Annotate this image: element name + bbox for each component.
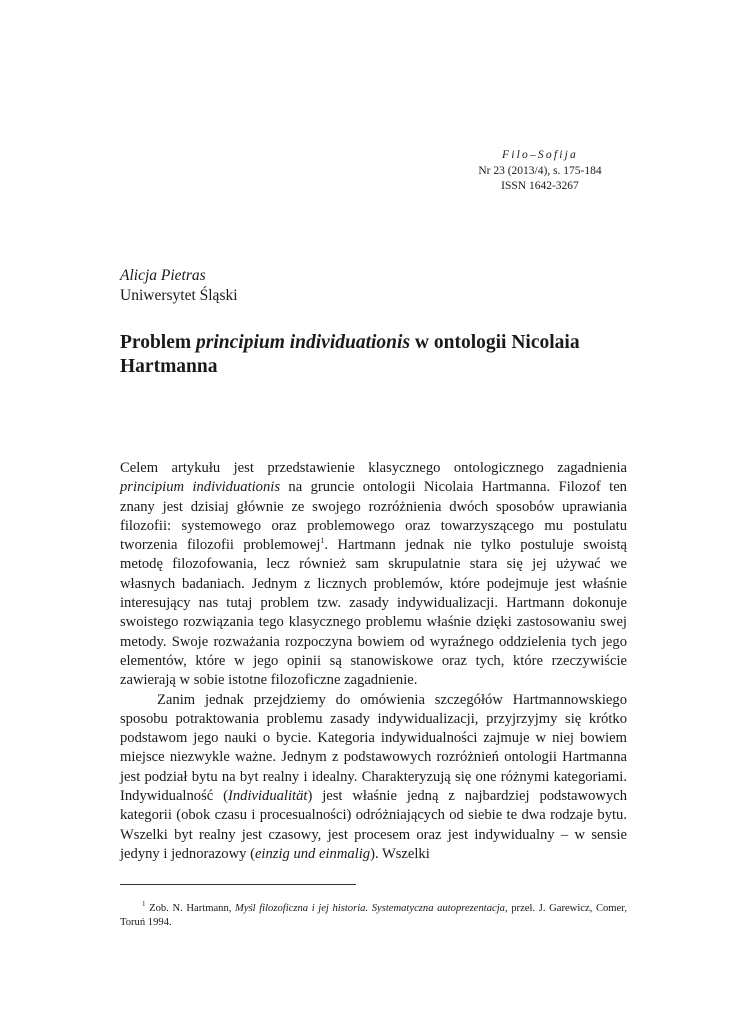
p1-text-a: Celem artykułu jest przedstawienie klasycznego ontologicznego zagadnienia — [120, 460, 627, 476]
title-suffix: w ontologii Nicolaia Hartmanna — [120, 332, 580, 377]
footnote-italic: Myśl filozoficzna i jej historia. Systematyczna autoprezentacja — [235, 903, 505, 914]
p2-italic-1: Individualität — [227, 788, 308, 805]
p2-text-a: Zanim jednak przejdziemy do omówienia szczegółów Hartmannowskiego sposobu potraktowania problemu zasady indywidualizacji, przyjrzyjmy się krótko podstawom jego nauki o bycie. Kategoria indywidualności zajmuje w niej bowiem miejsce niezwykle ważne. Jednym z podstawowych rozróżnień ontologii Hartmanna jest podział bytu na byt realny i idealny. Charakteryzują się one różnymi kategoriami. Indywidualność ( — [120, 691, 627, 805]
journal-name: Filo–Sofija — [502, 149, 578, 161]
footnote-mark: 1 — [142, 900, 146, 909]
footnote — [120, 902, 627, 930]
p2-italic-2: einzig und einmalig — [254, 845, 371, 862]
paragraph-1 — [120, 459, 627, 691]
p2-text-c: ). Wszelki — [370, 845, 430, 862]
journal-issue: Nr 23 (2013/4), s. 175-184 — [478, 164, 602, 177]
journal-issn: ISSN 1642-3267 — [501, 180, 579, 192]
p2-text-b: ) jest właśnie jedną z najbardziej podstawowych kategorii (obok czasu i procesualności) odróżniających od siebie te dwa rodzaje bytu. Wszelki byt realny jest czasowy, jest procesem oraz jest indywidualny – w sensie jedyny i jednorazowy ( — [120, 788, 627, 862]
footnote-ref[interactable]: 1 — [320, 536, 325, 546]
article-body — [120, 459, 627, 864]
footnote-text-b: , przeł. J. Garewicz, Comer, Toruń 1994. — [120, 903, 627, 928]
title-prefix: Problem — [120, 332, 197, 353]
p1-text-c: . Hartmann jednak nie tylko postuluje swoistą metodę filozofowania, lecz również sam skrupulatnie stara się jej używać we własnych badaniach. Jednym z licznych problemów, które podejmuje jest właśnie interesujący nas tutaj problem tzw. zasady indywidualizacji. Hartmann dokonuje swoistego rozwiązania tego klasycznego problemu właśnie dzięki zastosowaniu swej metody. Swoje rozważania rozpoczyna bowiem od wyraźnego oddzielenia tych jego elementów, które w jego opinii są stanowiskowe oraz tych, które rzeczywiście zawierają w sobie istotne filozoficzne zagadnienie. — [120, 537, 627, 689]
p1-italic: principium individuationis — [120, 479, 281, 496]
paragraph-2 — [120, 691, 627, 865]
p1-text-b: na gruncie ontologii Nicolaia Hartmanna. Filozof ten znany jest dzisiaj głównie ze swojego rozróżnienia dwóch sposobów uprawiania filozofii: systemowego oraz problemowego oraz towarzyszącego mu postulatu tworzenia filozofii problemowej — [120, 479, 627, 554]
author-block — [120, 266, 238, 306]
journal-header — [420, 148, 660, 195]
author-affiliation: Uniwersytet Śląski — [120, 287, 238, 304]
author-name: Alicja Pietras — [120, 267, 206, 284]
article-title — [120, 331, 630, 379]
footnote-text-a: Zob. N. Hartmann, — [145, 903, 236, 914]
title-italic: principium individuationis — [196, 332, 411, 353]
footnote-divider — [120, 884, 356, 885]
